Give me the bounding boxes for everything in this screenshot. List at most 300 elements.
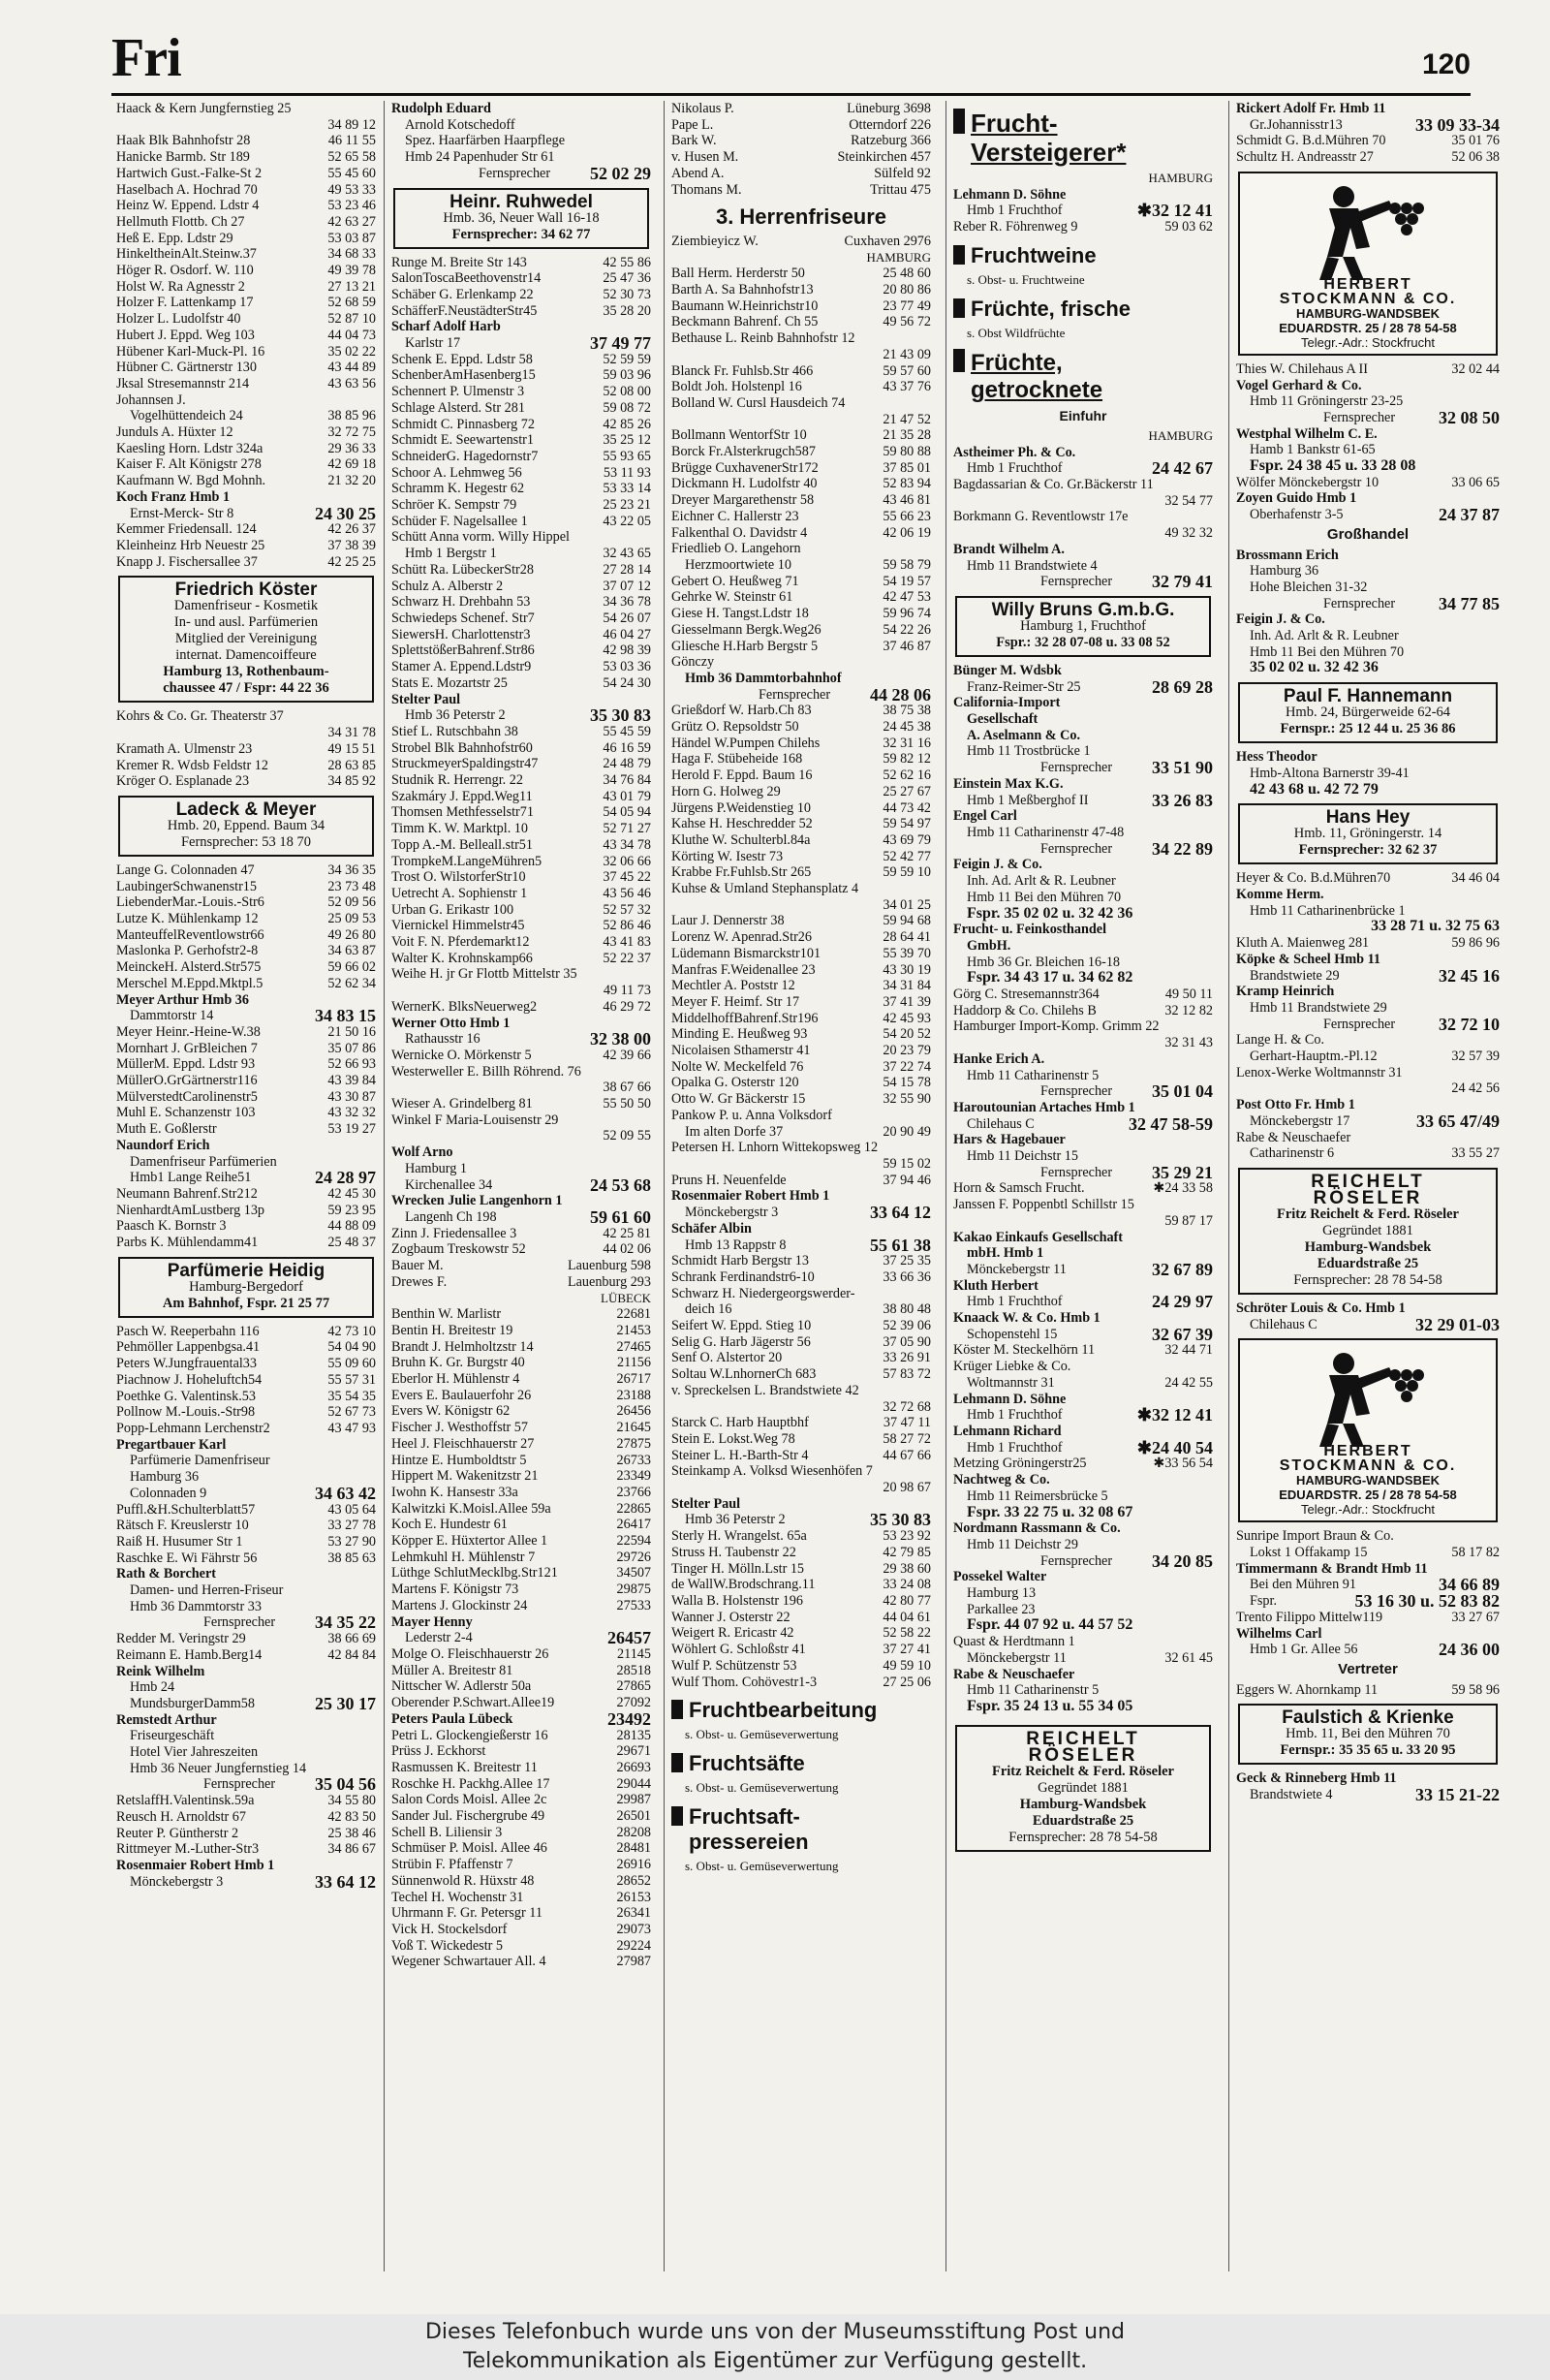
listing-phone: 27092	[616, 1695, 651, 1711]
listing-westphal: Fspr. 24 38 45 u. 33 28 08	[1250, 458, 1416, 475]
listing-einstein: Hmb 1 Meßberghof II 33 26 83	[967, 792, 1213, 809]
column-4: Frucht- Versteigerer* HAMBURG Lehmann D. Söhne Hmb 1 Fruchthof ✱32 12 41 Reber R. Föhrenweg 9 59 03 62 Fruchtweine s. Obst- u. Fruchtweine Früchte, frische s. Obst Wildfrüchte Früchte, getrocknete Einfuhr HAMBURG Astheimer Ph. & Co. Hmb 1 Fruchthof 24 42 67 Bagdassarian & Co. Gr.Bäckerstr 11 32 54 77 Borkmann G. Reventlowstr 17e 49 32 32 Brandt Wilhelm A. Hmb 11 Brandstwiete 4 Fernsprecher 32 79 41 Willy Bruns G.m.b.G. Hamburg 1, Fruchthof Fspr.: 32 28 07-08 u. 33 08 52 Bünger M. Wdsbk Franz-Reimer-Str 25 28 69 28 California-Import Gesellschaft A. Aselmann & Co. Hmb 11 Trostbrücke 1 Fernsprecher 33 51 90 Einstein Max K.G. Hmb 1 Meßberghof II 33 26 83 Engel Carl Hmb 11 Catharinenstr 47-48 Fernsprecher 34 22 89 Feigin J. & Co. Inh. Ad. Arlt & R. Leubner Hmb 11 Bei den Mühren 70 Fspr. 35 02 02 u. 32 42 36 Frucht- u. Feinkosthandel GmbH. Hmb 36 Gr. Bleichen 16-18 Fspr. 34 43 17 u. 34 62 82 Görg C. Stresemannstr364 49 50 11 Haddorp & Co. Chilehs B 32 12 82 Hamburger Import-Komp. Grimm 22 32 31 43 Hanke Erich A. Hmb 11 Catharinenstr 5 Fernsprecher 35 01 04 Haroutounian Artaches Hmb 1 Chilehaus C 32 47 58-59 Hars & Hagebauer Hmb 11 Deichstr 15 Fernsprecher 35 29 21 Horn & Samsch Frucht. ✱24 33 58 Janssen F. Poppenbtl Schillstr 15 59 87 17 Kakao Einkaufs Gesellschaft mbH. Hmb 1 Mönckebergstr 11 32 67 89 Kluth Herbert Hmb 1 Fruchthof 24 29 97 Knaack W. & Co. Hmb 1 Schopenstehl 15 32 67 39 Köster M. Steckelhörn 11 32 44 71 Krüger Liebke & Co. Woltmannstr 31 24 42 55 Lehmann D. Söhne Hmb 1 Fruchthof ✱32 12 41 Lehmann Richard Hmb 1 Fruchthof ✱24 40 54 Metzing Gröningerstr25 ✱33 56 54 Nachtweg & Co. Hmb 11 Reimersbrücke 5 Fspr. 33 22 75 u. 32 08 67 Nordmann Rassmann & Co. Hmb 11 Deichstr 29 Fernsprecher 34 20 85 Possekel Walter Hamburg 13 Parkallee 23 Fspr. 44 07 92 u. 44 57 52 Quast & Herdtmann 1 Mönckebergstr 11 32 61 45 Rabe & Neuschaefer Hmb 11 Catharinenstr 5 Fspr. 35 24 13 u. 55 34 05 REICHELT RÖSELER Fritz Reichelt & Ferd. Röseler Gegründet 1881 Hamburg-Wandsbek Eduardstraße 25 Fernsprecher: 28 78 54-58	[953, 101, 1213, 1858]
listing-name: Hmb 36 Dammtorbahnhof	[685, 670, 842, 686]
listing-row	[671, 1173, 931, 1189]
listing-phone: 34 63 87	[327, 943, 376, 959]
listing-name: Nicolaisen Sthamerstr 41	[671, 1043, 811, 1059]
listing-name: HinkeltheinAlt.Steinw.37	[116, 246, 257, 263]
listing-row	[391, 1873, 651, 1890]
listing-name: Quast & Herdtmann 1	[953, 1634, 1075, 1650]
listing-name: Gerhart-Hauptm.-Pl.12	[1250, 1049, 1378, 1065]
listing-knaack: Schopenstehl 15 32 67 39	[967, 1326, 1213, 1343]
listing-name: Lüdemann Bismarckstr101	[671, 945, 822, 961]
listing-phone: 33 26 91	[883, 1350, 931, 1366]
listing-phone: 26693	[616, 1759, 651, 1775]
listing-row	[116, 1809, 376, 1826]
listing-name: RetslaffH.Valentinsk.59a	[116, 1793, 255, 1809]
listing-name: Tinger H. Mölln.Lstr 15	[671, 1560, 805, 1577]
listing-phone: 43 37 76	[883, 379, 931, 395]
listing-row	[391, 1420, 651, 1436]
listing-name: Lorenz W. Apenrad.Str26	[671, 929, 812, 946]
listing-name: Kaufmann W. Bgd Mohnh.	[116, 473, 266, 489]
listing-phone: 49 39 78	[327, 263, 376, 279]
ad-hans-hey: Hans Hey Hmb. 11, Gröningerstr. 14 Fernsprecher: 32 62 37	[1238, 803, 1498, 864]
listing-name: Haack & Kern Jungfernstieg 25	[116, 101, 292, 116]
listing-name: Arnold Kotschedoff	[405, 116, 515, 133]
listing-kramp: Fernsprecher 32 72 10	[1323, 1016, 1500, 1033]
listing-row	[671, 897, 931, 914]
listing-phone: 27875	[616, 1435, 651, 1452]
listing-row	[116, 328, 376, 344]
listing-row	[391, 1792, 651, 1808]
listing-row	[116, 1041, 376, 1057]
listing-brandt: Fernsprecher 32 79 41	[1040, 574, 1213, 590]
listing-meyer-arthur: Dammtorstr 14 34 83 15	[130, 1008, 376, 1024]
listing-row	[391, 352, 651, 368]
listing-row	[391, 481, 651, 497]
listing-brossmann: Fernsprecher 34 77 85	[1323, 595, 1500, 612]
listing-phone: 52 71 27	[603, 821, 651, 837]
listing-phone: 32 44 71	[1164, 1342, 1213, 1359]
listing-phone: 43 30 19	[883, 961, 931, 978]
listing-phone: 38 85 96	[327, 408, 376, 424]
listing-row	[391, 999, 651, 1016]
listing-name: Boldt Joh. Holstenpl 16	[671, 379, 802, 395]
listing-row	[671, 1026, 931, 1043]
listing-name: Poethke G. Valentinsk.53	[116, 1388, 256, 1404]
listing-row	[391, 594, 651, 611]
listing-phone: 49 53 33	[327, 181, 376, 198]
listing-phone: 37 46 87	[883, 638, 931, 654]
listing-phone: 53 03 36	[603, 659, 651, 675]
listing-phone: 43 47 93	[327, 1421, 376, 1436]
listing-phone: 55 57 31	[327, 1371, 376, 1388]
listing-row	[116, 360, 376, 376]
listing-phone: 49 56 72	[883, 314, 931, 330]
listing-phone: 34 36 78	[603, 594, 651, 611]
listing-name: Kahse H. Heschredder 52	[671, 816, 813, 832]
listing-name: Studnik R. Herrengr. 22	[391, 772, 523, 789]
listing-phone: 38 66 69	[327, 1631, 376, 1647]
listing-row	[953, 1197, 1213, 1213]
listing-phone: 52 30 73	[603, 286, 651, 302]
listing-wrecken: Langenh Ch 198 59 61 60	[405, 1209, 651, 1226]
listing-row	[671, 881, 931, 897]
listing-name: MiddelhoffBahrenf.Str196	[671, 1010, 819, 1026]
listing-phone: 55 45 59	[603, 723, 651, 739]
listing-name: Hübner C. Gärtnerstr 130	[116, 360, 257, 376]
listing-name: Thomsen Methfesselstr71	[391, 804, 534, 821]
listing-name: Friedlieb O. Langehorn	[671, 541, 801, 557]
listing-row	[116, 1631, 376, 1647]
listing-remstedt: Fernsprecher 35 04 56	[203, 1776, 376, 1794]
listing-phone: 52 67 73	[327, 1404, 376, 1421]
listing-row	[391, 966, 651, 983]
listing-name: Stein E. Lokst.Weg 78	[671, 1430, 795, 1447]
listing-name: Voß T. Wickedestr 5	[391, 1937, 504, 1954]
listing-row	[671, 719, 931, 736]
listing-row	[391, 579, 651, 595]
listing-phone: 23349	[616, 1468, 651, 1485]
listing-row	[391, 1581, 651, 1598]
listing-phone: 32 06 66	[603, 853, 651, 869]
listing-row	[671, 1188, 931, 1205]
listing-row	[391, 918, 651, 934]
listing-phone: 25 09 53	[327, 911, 376, 927]
listing-row	[116, 943, 376, 959]
listing-name: Fischer J. Westhoffstr 57	[391, 1420, 528, 1436]
listing-name: Rasmussen K. Breitestr 11	[391, 1759, 538, 1775]
listing-row	[671, 800, 931, 817]
listing-name: Rosenmaier Robert Hmb 1	[671, 1188, 830, 1205]
listing-row	[391, 270, 651, 287]
listing-row	[671, 117, 931, 134]
listing-name: Hamburger Import-Komp. Grimm 22	[953, 1018, 1160, 1035]
listing-name: Grießdorf W. Harb.Ch 83	[671, 703, 812, 719]
listing-row	[391, 1565, 651, 1581]
listing-row	[116, 117, 376, 134]
listing-name: Heß E. Epp. Ldstr 29	[116, 230, 233, 246]
listing-phone: 54 05 94	[603, 804, 651, 821]
listing-phone: 27533	[616, 1597, 651, 1613]
listing-name: Bagdassarian & Co. Gr.Bäckerstr 11	[953, 477, 1154, 493]
listing-name: Kluthe W. Schulterbl.84a	[671, 831, 811, 848]
listing-row	[116, 1793, 376, 1809]
listing-row	[391, 1695, 651, 1711]
listing-name: Walter K. Krohnskamp66	[391, 950, 533, 966]
listing-phone: 34 89 12	[327, 116, 376, 133]
listing-row	[671, 1610, 931, 1626]
listing-name: Krüger Liebke & Co.	[953, 1359, 1071, 1375]
listing-phone: 46 29 72	[603, 998, 651, 1015]
listing-row	[391, 1840, 651, 1857]
ad-stockmann-logo: HERBERT STOCKMANN & CO. HAMBURG-WANDSBEK EDUARDSTR. 25 / 28 78 54-58 Telegr.-Adr.: Stockfrucht	[1238, 172, 1498, 356]
listing-row	[116, 311, 376, 328]
listing-phone: 42 63 27	[327, 213, 376, 230]
listing-row	[391, 1355, 651, 1371]
listing-phone: 37 45 22	[603, 869, 651, 886]
listing-name: Brandt J. Helmholtzstr 14	[391, 1338, 534, 1355]
listing-werner-otto: Rathausstr 16 32 38 00	[405, 1031, 651, 1048]
listing-lehmann-richard: Hmb 1 Fruchthof ✱24 40 54	[967, 1439, 1213, 1456]
listing-row	[671, 427, 931, 444]
listing-phone: 29 36 33	[327, 440, 376, 456]
listing-name: Pasch W. Reeperbahn 116	[116, 1323, 260, 1339]
listing-row	[116, 344, 376, 360]
listing-phone: 58 17 82	[1451, 1545, 1500, 1561]
listing-phone: 37 25 35	[883, 1253, 931, 1269]
listing-name: Merschel M.Eppd.Mktpl.5	[116, 975, 264, 991]
listing-name: Hippert M. Wakenitzstr 21	[391, 1468, 539, 1485]
listing-phone: 38 75 38	[883, 703, 931, 719]
listing-phone: 59 03 62	[1164, 219, 1213, 235]
listing-name: Hmb 1 Bergstr 1	[405, 546, 497, 562]
listing-name: Im alten Dorfe 37	[685, 1123, 784, 1140]
listing-name: SchneiderG. Hagedornstr7	[391, 448, 539, 464]
listing-name: LiebenderMar.-Louis.-Str6	[116, 894, 264, 911]
listing-row	[116, 1089, 376, 1106]
listing-row	[116, 1339, 376, 1356]
listing-name: Reusch H. Arnoldstr 67	[116, 1808, 246, 1825]
listing-name: Horn G. Holweg 29	[671, 783, 781, 799]
listing-name: Jksal Stresemannstr 214	[116, 375, 250, 391]
listing-row	[116, 1372, 376, 1389]
listing-phone: 53 03 87	[327, 230, 376, 246]
listing-row	[391, 1646, 651, 1663]
listing-phone: Lauenburg 598	[567, 1258, 651, 1274]
listing-row	[391, 1016, 651, 1032]
listing-phone: 59 58 96	[1451, 1681, 1500, 1698]
listing-name: Krabbe Fr.Fuhlsb.Str 265	[671, 864, 812, 881]
listing-phone: 49 50 11	[1164, 986, 1213, 1003]
listing-phone: 59 86 96	[1451, 935, 1500, 952]
listing-name	[953, 1213, 957, 1230]
listing-row	[391, 934, 651, 951]
listing-row	[391, 1468, 651, 1485]
listing-row	[671, 460, 931, 477]
listing-name: Spez. Haarfärben Haarpflege	[405, 133, 566, 149]
listing-row	[116, 927, 376, 944]
listing-name: Kleinheinz Hrb Neuestr 25	[116, 537, 265, 553]
ad-reichelt-roeseler-2: REICHELT RÖSELER Fritz Reichelt & Ferd. Röseler Gegründet 1881 Hamburg-Wandsbek Eduardstraße 25 Fernsprecher: 28 78 54-58	[1238, 1168, 1498, 1295]
listing-phone: Lüneburg 3698	[847, 101, 931, 116]
listing-phone: 34507	[616, 1565, 651, 1581]
listing-row	[671, 1528, 931, 1545]
listing-phone: 34 86 67	[327, 1841, 376, 1858]
listing-row	[116, 538, 376, 554]
listing-row	[116, 1218, 376, 1235]
listing-row	[391, 384, 651, 400]
listing-row	[391, 1241, 651, 1258]
listing-phone: 55 45 60	[327, 165, 376, 181]
listing-name: Haselbach A. Hochrad 70	[116, 181, 258, 198]
listing-name	[953, 493, 957, 510]
listing-row	[671, 1334, 931, 1351]
listing-rabe: Fspr. 35 24 13 u. 55 34 05	[967, 1698, 1133, 1714]
listing-phone: 32 61 45	[1164, 1649, 1213, 1666]
listing-name: Wöhlert G. Schloßstr 41	[671, 1642, 806, 1658]
listing-phone: 59 15 02	[883, 1156, 931, 1172]
listing-row	[116, 1073, 376, 1089]
listing-name: Starck C. Harb Hauptbhf	[671, 1415, 809, 1431]
listing-name: Dickmann H. Ludolfstr 40	[671, 476, 818, 492]
listing-phone: 26153	[616, 1889, 651, 1905]
listing-row	[671, 736, 931, 752]
listing-row	[391, 659, 651, 675]
listing-row	[953, 1359, 1213, 1375]
listing-row	[391, 1938, 651, 1955]
listing-phone: 33 27 78	[327, 1518, 376, 1534]
listing-phone: 33 66 36	[883, 1268, 931, 1285]
listing-phone: 44 04 61	[883, 1609, 931, 1625]
listing-name: Woltmannstr 31	[967, 1374, 1055, 1391]
listing-phone: 37 22 74	[883, 1058, 931, 1075]
ad-ladeck-meyer: Ladeck & Meyer Hmb. 20, Eppend. Baum 34 Fernsprecher: 53 18 70	[118, 796, 374, 857]
listing-phone: 46 04 27	[603, 626, 651, 642]
listing-row	[116, 263, 376, 279]
listing-name: Zogbaum Treskowstr 52	[391, 1241, 526, 1258]
listing-phone: 55 66 23	[883, 508, 931, 524]
listing-name: de WallW.Brodschrang.11	[671, 1577, 816, 1593]
listing-phone: 42 84 84	[327, 1646, 376, 1663]
listing-row	[671, 395, 931, 412]
listing-name: Rudolph Eduard	[391, 101, 491, 116]
listing-name: Wanner J. Osterstr 22	[671, 1609, 790, 1625]
listing-row	[116, 214, 376, 231]
listing-row	[671, 330, 931, 347]
listing-phone: 35 54 35	[327, 1388, 376, 1404]
listing-phone: 28135	[616, 1727, 651, 1743]
column-divider	[1228, 101, 1229, 2271]
listing-phone: 33 27 67	[1451, 1609, 1500, 1625]
listing-phone: ✱24 33 58	[1153, 1180, 1213, 1197]
listing-name: Schmidt E. Seewartenstr1	[391, 432, 534, 449]
listing-row	[671, 1269, 931, 1286]
listing-row	[671, 1480, 931, 1496]
header-rule	[111, 93, 1471, 96]
listing-phone: 26417	[616, 1517, 651, 1533]
listing-name: LaubingerSchwanenstr15	[116, 878, 257, 894]
listing-row	[671, 946, 931, 962]
listing-phone: 43 46 81	[883, 492, 931, 509]
listing-phone: 34 85 92	[327, 773, 376, 790]
listing-schroeter: Chilehaus C 32 29 01-03	[1250, 1316, 1500, 1333]
listing-phone: 25 48 60	[883, 266, 931, 282]
listing-name: Schramm K. Hegestr 62	[391, 481, 525, 497]
listing-phone: 44 73 42	[883, 799, 931, 816]
listing-phone: 54 22 26	[883, 621, 931, 638]
listing-phone: 52 42 77	[883, 848, 931, 864]
listing-row	[953, 1003, 1213, 1019]
listing-phone: 21 32 20	[327, 473, 376, 489]
listing-row	[116, 959, 376, 976]
listing-phone: 24 45 38	[883, 719, 931, 736]
listing-name: Nolte W. Meckelfeld 76	[671, 1058, 804, 1075]
listing-name: Viernickel Himmelstr45	[391, 918, 525, 934]
listing-name: Holzer L. Ludolfstr 40	[116, 311, 241, 328]
listing-vogel: Fernsprecher 32 08 50	[1323, 409, 1500, 426]
listing-name	[953, 525, 957, 542]
listing-row	[391, 1436, 651, 1453]
listing-name: Struss H. Taubenstr 22	[671, 1544, 796, 1560]
listing-name: Kröger O. Esplanade 23	[116, 773, 250, 790]
listing-hars: Fernsprecher 35 29 21	[1040, 1164, 1213, 1181]
listing-row	[116, 408, 376, 424]
listing-row	[116, 758, 376, 774]
listing-phone: 29073	[616, 1921, 651, 1937]
listing-row	[671, 784, 931, 800]
listing-row	[391, 789, 651, 805]
ad-friedrich-koester: Friedrich Köster Damenfriseur - Kosmetik In- und ausl. Parfümerien Mitglied der Vereinigung internat. Damencoiffeure Hamburg 13, Rothenbaum- chaussee 47 / Fspr: 44 22 36	[118, 576, 374, 703]
listing-row	[391, 756, 651, 772]
listing-phone: 42 06 19	[883, 524, 931, 541]
listing-row	[116, 1024, 376, 1041]
listing-name: Raschke E. Wi Fährstr 56	[116, 1550, 258, 1566]
listing-name: Haddorp & Co. Chilehs B	[953, 1002, 1097, 1018]
listing-row	[671, 1431, 931, 1448]
listing-row	[116, 231, 376, 247]
listing-row	[391, 1258, 651, 1274]
listing-phone: Otterndorf 226	[849, 116, 931, 133]
listing-row	[671, 1011, 931, 1027]
listing-name: Giese H. Tangst.Ldstr 18	[671, 606, 809, 622]
listing-name: Bruhn K. Gr. Burgstr 40	[391, 1355, 525, 1371]
listing-row	[671, 1301, 931, 1318]
listing-row	[116, 862, 376, 879]
listing-name: Schwarz H. Niedergeorgswerder-	[671, 1285, 855, 1301]
listing-california: Fernsprecher 33 51 90	[1040, 760, 1213, 776]
listing-name: Raiß H. Husumer Str 1	[116, 1533, 243, 1550]
listing-phone: 54 26 07	[603, 610, 651, 626]
listing-phone: 32 43 65	[603, 546, 651, 562]
listing-phone: 37 94 46	[883, 1172, 931, 1188]
listing-phone: 37 05 90	[883, 1333, 931, 1350]
listing-row	[391, 449, 651, 465]
listing-phone: 37 07 12	[603, 578, 651, 594]
page-number: 120	[1421, 48, 1471, 80]
listing-phone: 29 38 60	[883, 1560, 931, 1577]
listing-name: Stief L. Rutschbahn 38	[391, 723, 518, 739]
listing-row	[953, 1634, 1213, 1650]
listing-name: Weihe H. jr Gr Flottb Mittelstr 35	[391, 966, 577, 983]
listing-row	[391, 497, 651, 514]
listing-name: Neumann Bahrenf.Str212	[116, 1185, 258, 1202]
listing-name: Schlage Alsterd. Str 281	[391, 399, 525, 416]
listing-phone: 26456	[616, 1403, 651, 1420]
listing-phone: 53 27 90	[327, 1533, 376, 1550]
listing-phone: 35 25 12	[603, 432, 651, 449]
listing-name: Mönckebergstr 11	[967, 1649, 1067, 1666]
listing-phone: 32 55 90	[883, 1091, 931, 1108]
listing-phone: 24 48 79	[603, 756, 651, 772]
listing-name: Werner Otto Hmb 1	[391, 1015, 511, 1031]
listing-row	[116, 166, 376, 182]
listing-phone: Trittau 475	[870, 181, 931, 198]
listing-name: Trost O. WilstorferStr10	[391, 869, 526, 886]
listing-row	[671, 994, 931, 1011]
listing-row	[1236, 1545, 1500, 1561]
listing-phone: 54 04 90	[327, 1339, 376, 1356]
listing-name: Schwiedeps Schenef. Str7	[391, 610, 535, 626]
listing-row	[671, 1350, 931, 1366]
listing-phone: 52 39 06	[883, 1318, 931, 1334]
listing-name: Catharinenstr 6	[1250, 1145, 1335, 1162]
listing-name	[953, 1035, 957, 1051]
listing-phone: 42 45 30	[327, 1185, 376, 1202]
listing-name: Körting W. Isestr 73	[671, 848, 784, 864]
listing-phone: Cuxhaven 2976	[844, 233, 931, 249]
listing-name: Schütt Ra. LübeckerStr28	[391, 561, 534, 578]
listing-row	[671, 622, 931, 639]
listing-row	[671, 412, 931, 428]
footer-line-1: Dieses Telefonbuch wurde uns von der Museumsstiftung Post und	[424, 2320, 1126, 2344]
listing-schaefer: Hmb 13 Rappstr 8 55 61 38	[685, 1237, 931, 1254]
listing-phone: 43 30 87	[327, 1088, 376, 1105]
listing-row	[116, 246, 376, 263]
listing-phone: 43 39 84	[327, 1073, 376, 1089]
listing-phone: 59 03 96	[603, 367, 651, 384]
listing-phone: 55 09 60	[327, 1356, 376, 1372]
listing-row	[671, 654, 931, 671]
listing-row	[391, 1112, 651, 1129]
listing-row	[671, 1675, 931, 1691]
listing-phone: 43 41 83	[603, 934, 651, 951]
listing-row	[1236, 1528, 1500, 1545]
listing-phone: 29987	[616, 1792, 651, 1808]
listing-phone: 29875	[616, 1581, 651, 1598]
listing-name: Mayer Henny	[391, 1613, 473, 1630]
listing-row	[671, 671, 931, 687]
